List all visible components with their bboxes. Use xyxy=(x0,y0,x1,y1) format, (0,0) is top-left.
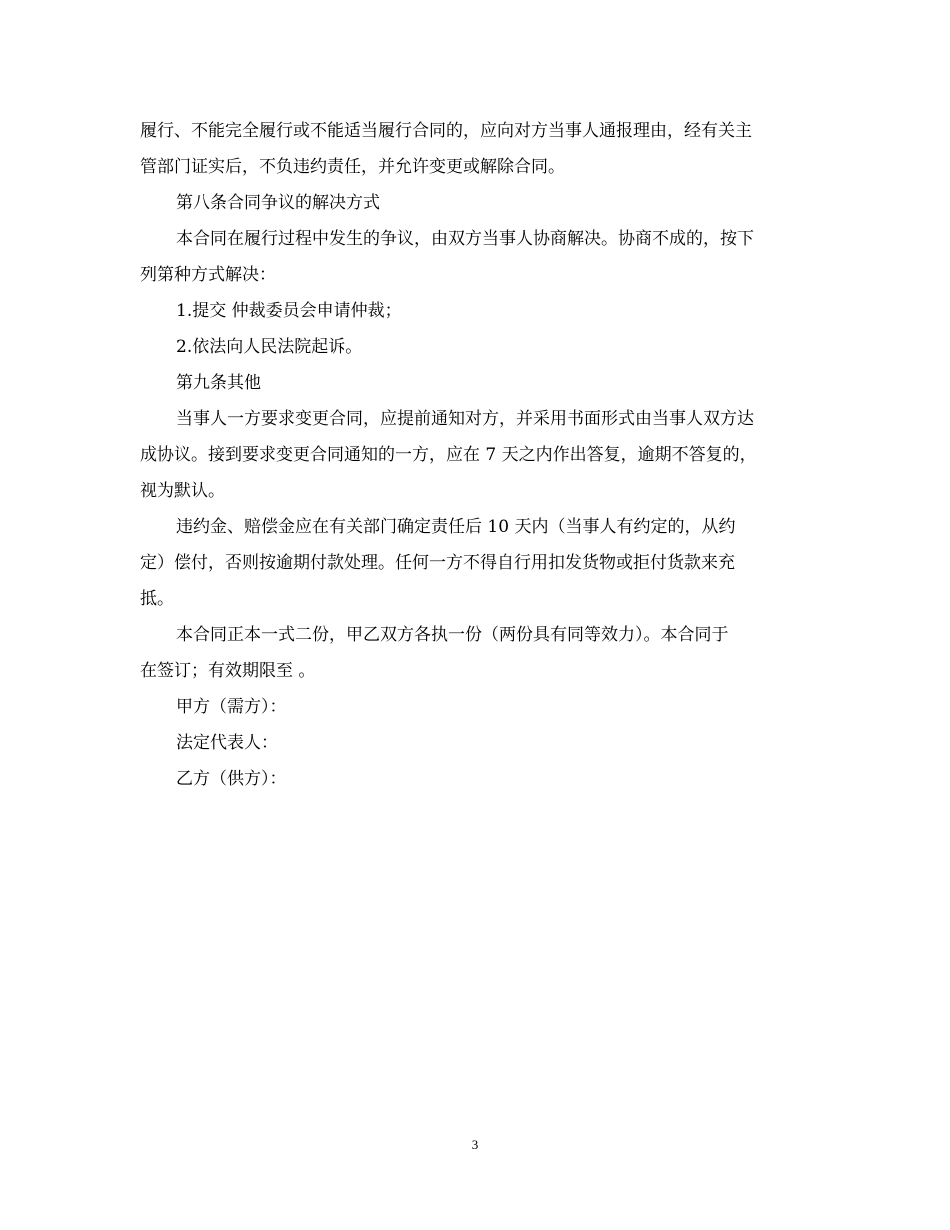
section-heading: 第八条合同争议的解决方式 xyxy=(176,193,380,213)
text-line: 定）偿付，否则按逾期付款处理。任何一方不得自行用扣发货物或拒付货款来充 xyxy=(140,553,735,573)
text-line: 在签订；有效期限至 。 xyxy=(140,661,316,681)
text-line: 列第种方式解决： xyxy=(140,265,276,285)
text-line: 履行、不能完全履行或不能适当履行合同的，应向对方当事人通报理由，经有关主 xyxy=(140,121,752,141)
list-item: 1.提交 仲裁委员会申请仲裁； xyxy=(176,301,402,321)
section-heading: 第九条其他 xyxy=(176,373,261,393)
page-number: 3 xyxy=(471,1137,479,1152)
text-line: 视为默认。 xyxy=(140,481,225,501)
text-line: 管部门证实后，不负违约责任，并允许变更或解除合同。 xyxy=(140,157,565,177)
document-body xyxy=(140,116,812,800)
text-line: 本合同在履行过程中发生的争议，由双方当事人协商解决。协商不成的，按下 xyxy=(176,229,754,249)
text-line: 当事人一方要求变更合同，应提前通知对方，并采用书面形式由当事人双方达 xyxy=(176,409,754,429)
text-line: 成协议。接到要求变更合同通知的一方，应在 7 天之内作出答复，逾期不答复的， xyxy=(140,445,757,465)
list-item: 2.依法向人民法院起诉。 xyxy=(176,337,363,357)
text-line: 抵。 xyxy=(140,589,174,609)
text-line: 本合同正本一式二份，甲乙双方各执一份（两份具有同等效力）。本合同于 xyxy=(176,625,729,645)
text-line: 违约金、赔偿金应在有关部门确定责任后 10 天内（当事人有约定的，从约 xyxy=(176,517,736,537)
signature-party-a: 甲方（需方）： xyxy=(176,697,287,717)
signature-legal-representative: 法定代表人： xyxy=(176,733,278,753)
signature-party-b: 乙方（供方）： xyxy=(176,769,287,789)
